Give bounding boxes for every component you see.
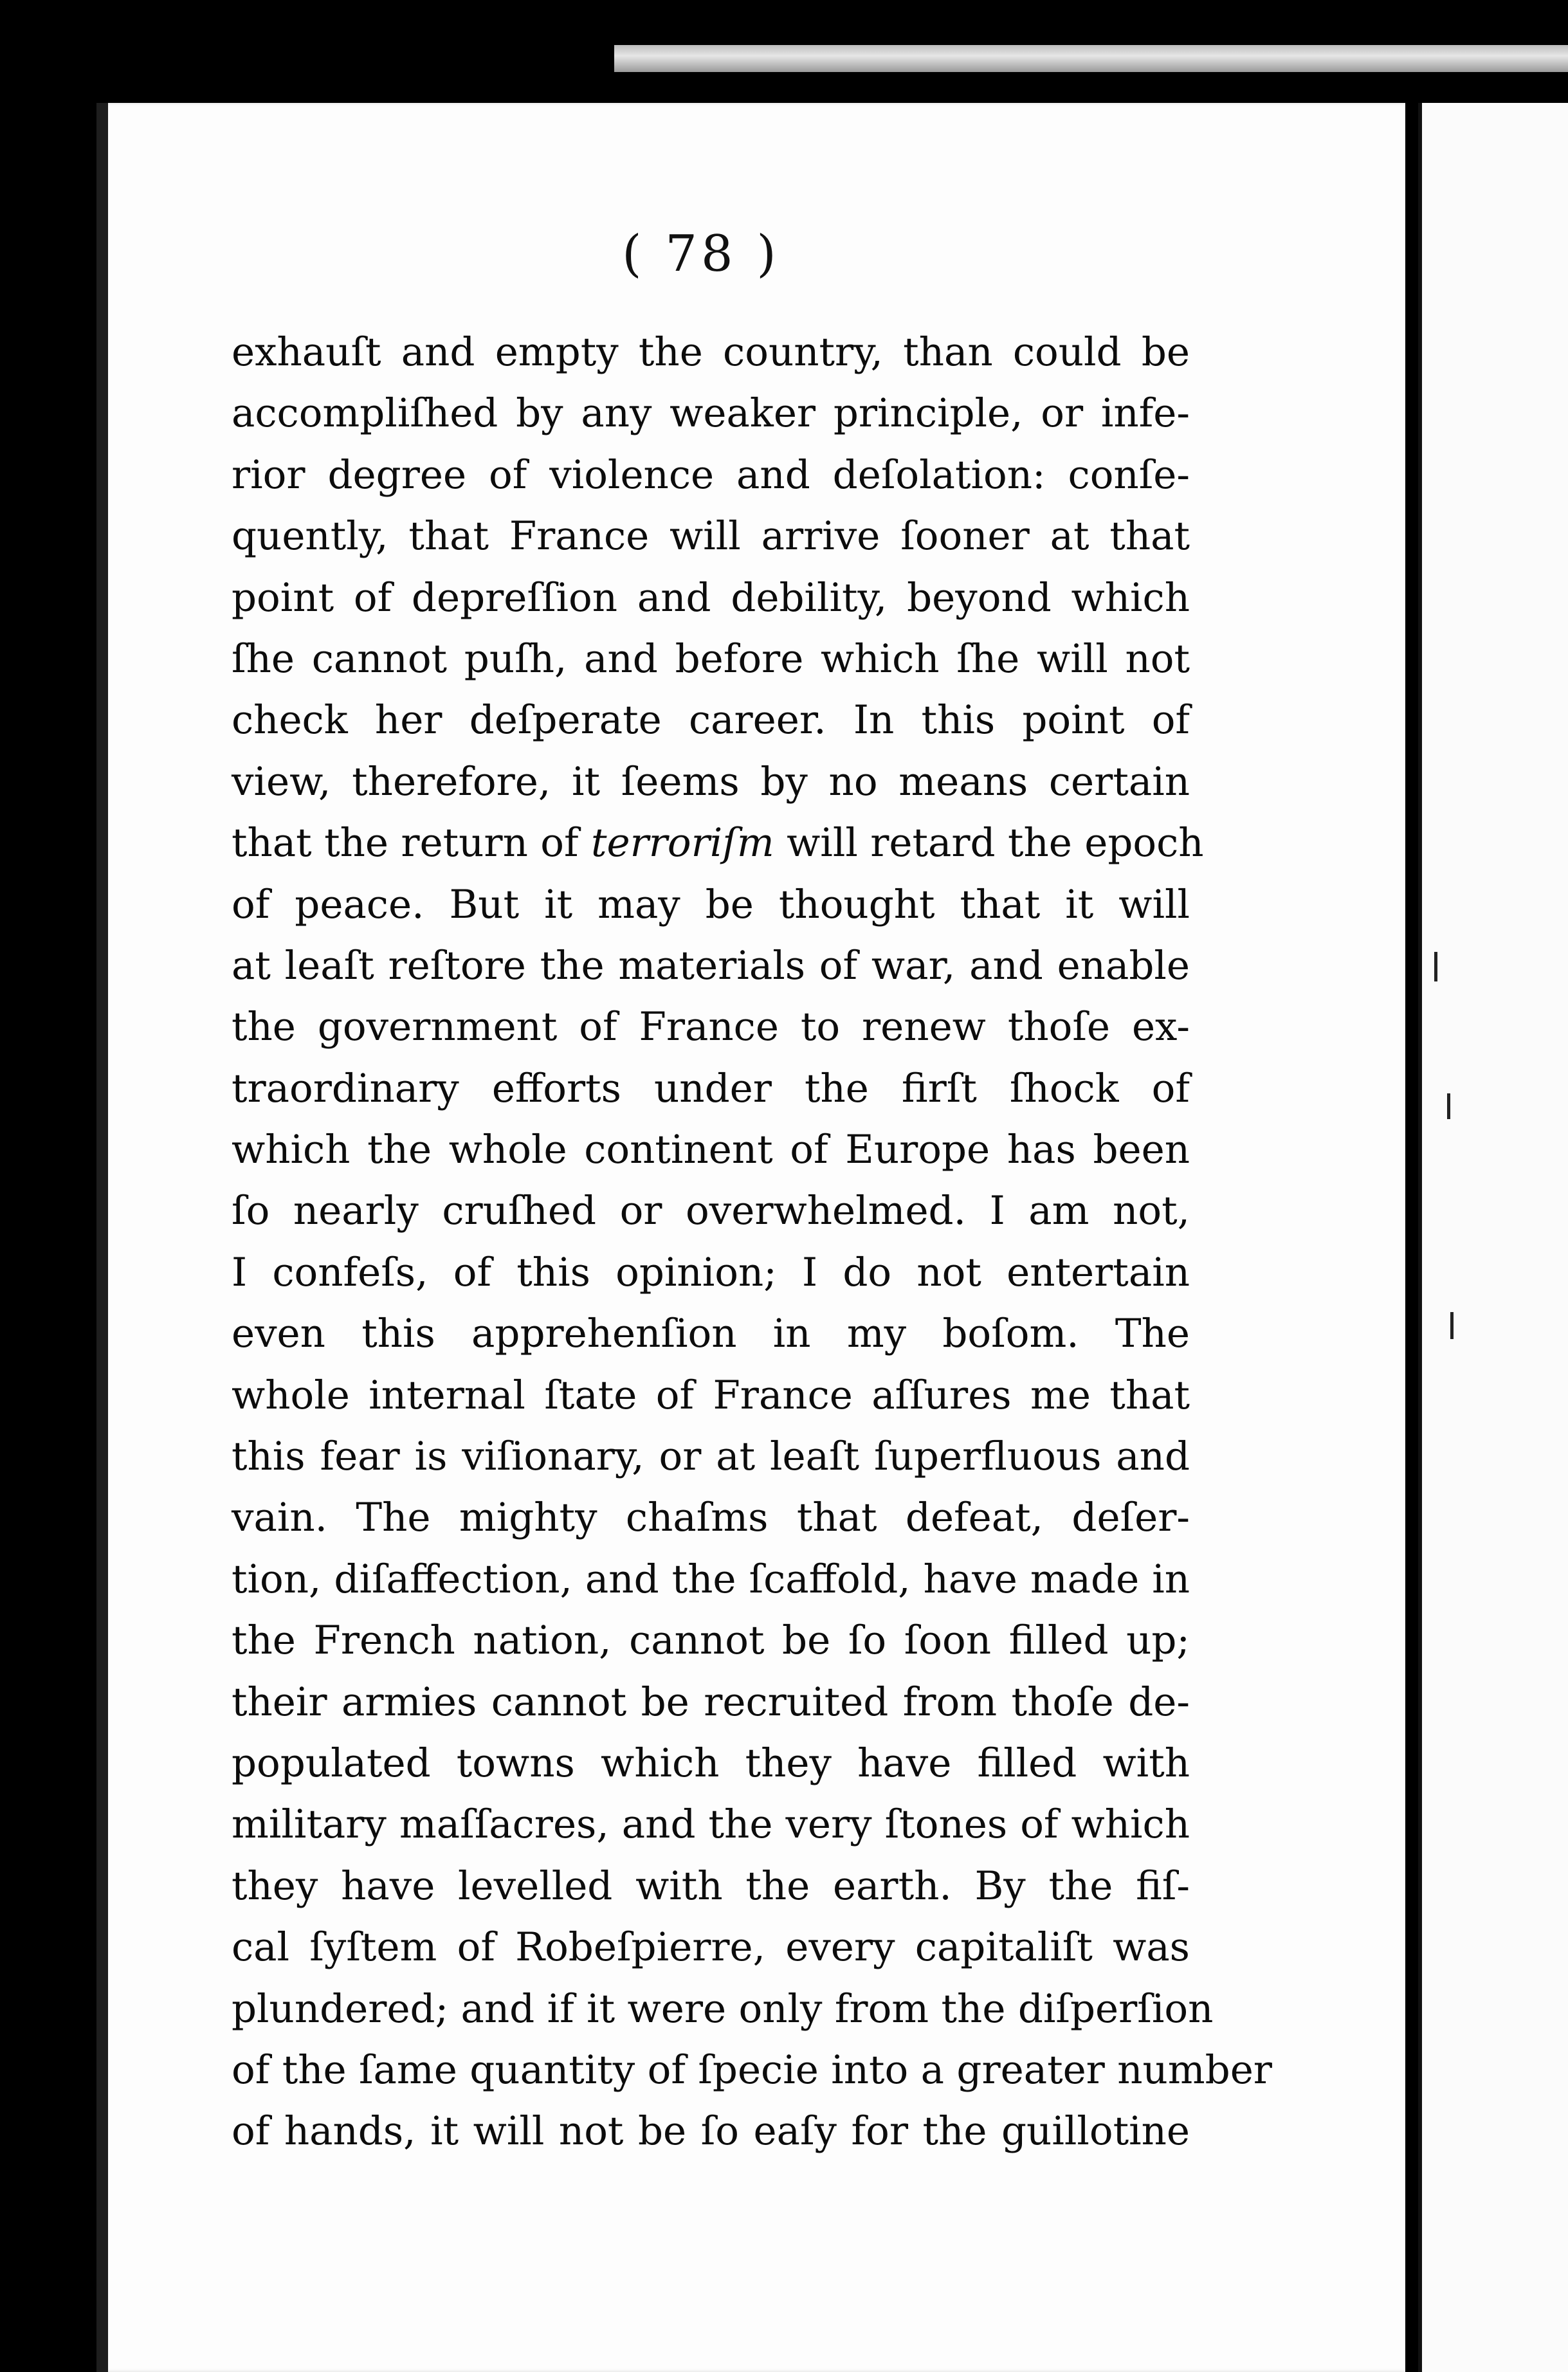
text-line: plundered; and if it were only from the diſperſion — [232, 1985, 1214, 2032]
text-line: quently, that France will arrive ſooner at that — [232, 513, 1190, 560]
text-line: cal ſyſtem of Robeſpierre, every capitaliſt was — [232, 1924, 1190, 1971]
text-line: rior degree of violence and deſolation: conſe- — [232, 452, 1190, 498]
text-line: check her deſperate career. In this point of — [232, 697, 1190, 744]
text-line: populated towns which they have filled with — [232, 1740, 1190, 1786]
page-gutter-shadow — [96, 103, 108, 2372]
text-line: accompliſhed by any weaker principle, or infe- — [232, 390, 1190, 437]
text-line: of hands, it will not be ſo eaſy for the guillotine — [232, 2108, 1190, 2155]
text-line: even this apprehenſion in my boſom. The — [232, 1311, 1190, 1357]
text-line: which the whole continent of Europe has been — [232, 1127, 1190, 1173]
body-text — [232, 322, 1272, 2162]
binding-tape — [614, 45, 1568, 72]
facing-page-edge — [1418, 103, 1568, 2372]
text-line: that the return of terroriſm will retard the epoch — [232, 820, 1204, 866]
text-line: I confeſs, of this opinion; I do not entertain — [232, 1249, 1190, 1295]
text-line: the French nation, cannot be ſo ſoon filled up; — [232, 1618, 1190, 1664]
margin-speck — [1450, 1312, 1454, 1339]
text-line: tion, diſaffection, and the ſcaffold, have made in — [232, 1556, 1190, 1602]
text-line: ſo nearly cruſhed or overwhelmed. I am not, — [232, 1188, 1190, 1234]
text-line: of peace. But it may be thought that it will — [232, 881, 1190, 927]
text-line: ſhe cannot puſh, and before which ſhe will not — [232, 635, 1190, 682]
text-line: their armies cannot be recruited from thoſe de- — [232, 1679, 1190, 1725]
text-line: the government of France to renew thoſe ex- — [232, 1004, 1190, 1050]
margin-speck — [1434, 952, 1437, 981]
text-line: whole internal ſtate of France aſſures me that — [232, 1372, 1190, 1418]
page-number: ( 78 ) — [622, 225, 780, 283]
text-line: of the ſame quantity of ſpecie into a greater number — [232, 2047, 1272, 2093]
margin-speck — [1447, 1093, 1450, 1119]
text-line: military maſſacres, and the very ſtones of which — [232, 1802, 1190, 1848]
text-line: at leaſt reſtore the materials of war, and enable — [232, 942, 1190, 989]
text-line: they have levelled with the earth. By the fiſ- — [232, 1863, 1190, 1909]
text-line: point of depreſſion and debility, beyond which — [232, 574, 1190, 621]
text-line: vain. The mighty chaſms that defeat, deſer- — [232, 1495, 1190, 1541]
text-line: traordinary efforts under the firſt ſhock of — [232, 1065, 1190, 1111]
text-line: this fear is viſionary, or at leaſt ſuperfluous and — [232, 1434, 1190, 1480]
text-line: exhauſt and empty the country, than could be — [232, 329, 1190, 375]
text-line: view, therefore, it ſeems by no means certain — [232, 758, 1190, 805]
